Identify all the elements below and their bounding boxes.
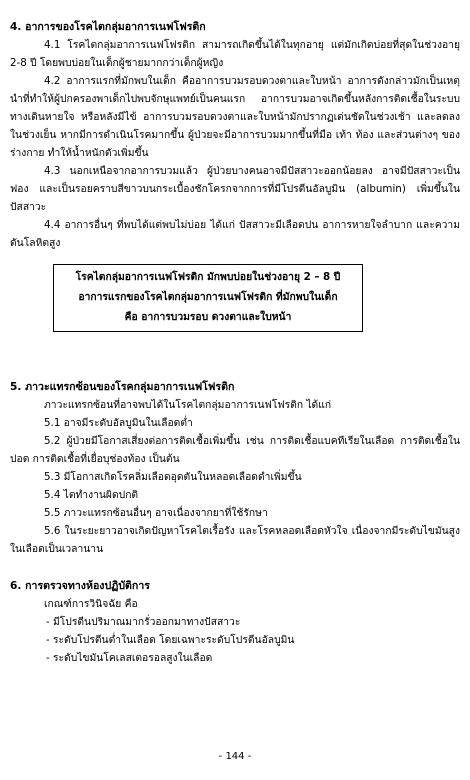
section-5-heading: 5. ภาวะแทรกซ้อนของโรคกลุ่มอาการเนฟโฟรติก xyxy=(10,381,235,393)
criteria-item: - ระดับโปรตีนต่ำในเลือด โดยเฉพาะระดับโปรตีนอัลบูมิน xyxy=(46,634,295,646)
item-5-1: 5.1 อาจมีระดับอัลบูมินในเลือดต่ำ xyxy=(44,417,193,429)
item-5-5: 5.5 ภาวะแทรกซ้อนอื่นๆ อาจเนื่องจากยาที่ใช้รักษา xyxy=(44,507,268,519)
paragraph-4-4: 4.4 อาการอื่นๆ ที่พบได้แต่พบไม่บ่อย ได้แก่ ปัสสาวะมีเลือดปน อาการหายใจลำบาก และความดันโลหิตสูง xyxy=(10,219,460,249)
criteria-item: - ระดับไขมันโคเลสเตอรอลสูงในเลือด xyxy=(46,652,213,664)
section-4-heading: 4. อาการของโรคไตกลุ่มอาการเนฟโฟรติก xyxy=(10,21,206,33)
item-5-2: 5.2 ผู้ป่วยมีโอกาสเสี่ยงต่อการติดเชื้อเพิ่มขึ้น เช่น การติดเชื้อแบคทีเรียในเลือด การติดเชื้อในปอด การติดเชื้อที่เยื่อบุช่องท้อง เป็นต้น xyxy=(10,435,460,465)
item-5-6: 5.6 ในระยะยาวอาจเกิดปัญหาโรคไตเรื้อรัง และโรคหลอดเลือดหัวใจ เนื่องจากมีระดับไขมันสูงในเลือดเป็นเวลานาน xyxy=(10,525,460,555)
section-5-intro: ภาวะแทรกซ้อนที่อาจพบได้ในโรคไตกลุ่มอาการเนฟโฟรติก ได้แก่ xyxy=(44,399,332,411)
paragraph-4-3: 4.3 นอกเหนือจากอาการบวมแล้ว ผู้ป่วยบางคนอาจมีปัสสาวะออกน้อยลง อาจมีปัสสาวะเป็นฟอง และเป็นรอยคราบสีขาวบนกระเบื้องชักโครกจากการที่มีโปรตีนอัลบูมิน (albumin) เพิ่มขึ้นในปัสสาวะ xyxy=(10,165,460,213)
summary-box xyxy=(53,264,363,332)
paragraph-4-1: 4.1 โรคไตกลุ่มอาการเนฟโฟรติก สามารถเกิดขึ้นได้ในทุกอายุ แต่มักเกิดบ่อยที่สุดในช่วงอายุ 2-8 ปี โดยพบบ่อยในเด็กผู้ชายมากกว่าเด็กผู้หญิง xyxy=(10,39,460,69)
item-5-4: 5.4 ไตทำงานผิดปกติ xyxy=(44,489,139,501)
summary-line: อาการแรกของโรคไตกลุ่มอาการเนฟโฟรติก ที่มักพบในเด็ก xyxy=(78,291,338,303)
paragraph-4-2: 4.2 อาการแรกที่มักพบในเด็ก คืออาการบวมรอบดวงตาและใบหน้า อาการดังกล่าวมักเป็นเหตุนำที่ทำให้ผู้ปกครองพาเด็กไปพบจักษุแพทย์เป็นคนแรก อาการบวมอาจเกิดขึ้นหลังการติดเชื้อในระบบทางเดินหายใจ หรือหลังมีไข้ อาการบวมรอบดวงตาและใบหน้ามักปรากฏเด่นชัดในช่วงเช้า และลดลงในช่วงเย็น หากมีการดำเนินโรคมากขึ้น ผู้ป่วยจะมีอาการบวมมากขึ้นที่มือ เท้า ท้อง และส่วนต่างๆ ของร่างกาย ทำให้น้ำหนักตัวเพิ่มขึ้น xyxy=(10,75,460,159)
criteria-item: - มีโปรตีนปริมาณมากรั่วออกมาทางปัสสาวะ xyxy=(46,616,241,628)
page-number: - 144 - xyxy=(218,751,252,762)
section-6-heading: 6. การตรวจทางห้องปฏิบัติการ xyxy=(10,580,150,592)
summary-line: โรคไตกลุ่มอาการเนฟโฟรติก มักพบบ่อยในช่วงอายุ 2 – 8 ปี xyxy=(75,271,341,283)
summary-line: คือ อาการบวมรอบ ดวงตาและใบหน้า xyxy=(124,311,292,323)
section-6-intro: เกณฑ์การวินิจฉัย คือ xyxy=(44,598,138,610)
document-page xyxy=(10,18,460,667)
item-5-3: 5.3 มีโอกาสเกิดโรคลิ่มเลือดอุดตันในหลอดเลือดดำเพิ่มขึ้น xyxy=(44,471,302,483)
